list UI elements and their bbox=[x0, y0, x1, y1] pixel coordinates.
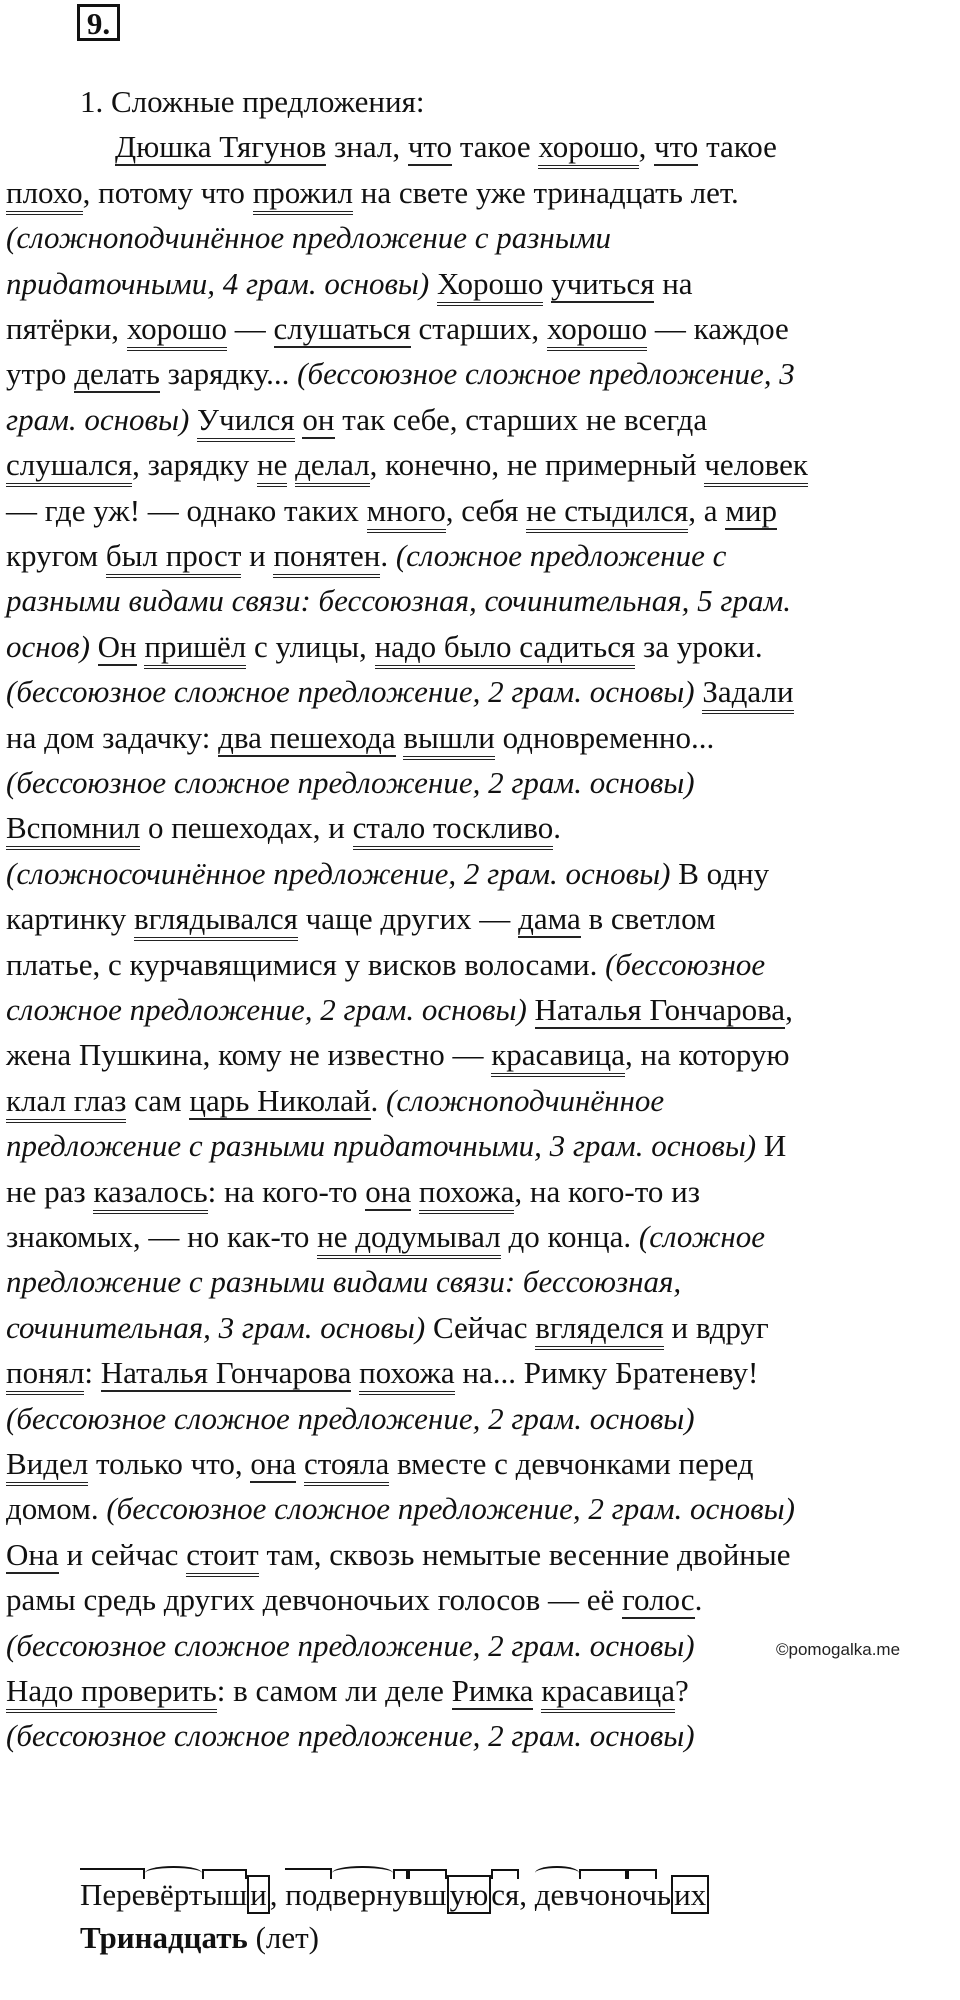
subject-word: учиться bbox=[551, 265, 655, 301]
predicate-word: Вспомнил bbox=[6, 810, 140, 850]
predicate-word: не додумывал bbox=[317, 1219, 501, 1259]
predicate-word: человек bbox=[704, 447, 808, 487]
text-fragment: такое bbox=[452, 129, 539, 165]
text-line bbox=[6, 1671, 689, 1711]
sentence-annotation: придаточными, 4 грам. основы) bbox=[6, 265, 438, 301]
predicate-word: не bbox=[257, 447, 287, 487]
text-fragment: знал, bbox=[326, 129, 408, 165]
predicate-word: понял bbox=[6, 1355, 84, 1395]
numeral-note: (лет) bbox=[247, 1920, 320, 1955]
morpheme-root: верн bbox=[332, 1877, 393, 1912]
predicate-word: красавица bbox=[491, 1037, 625, 1077]
subject-word: Наталья Гончарова bbox=[100, 1355, 352, 1391]
text-line bbox=[6, 1444, 754, 1484]
predicate-word: Надо проверить bbox=[6, 1673, 217, 1713]
text-fragment: , на которую bbox=[625, 1037, 790, 1073]
text-line bbox=[6, 1489, 795, 1529]
morpheme-ending: их bbox=[671, 1875, 709, 1914]
predicate-word: много bbox=[367, 493, 446, 533]
text-fragment: не раз bbox=[6, 1173, 94, 1209]
predicate-word: хорошо bbox=[538, 129, 638, 169]
subject-word: два пешехода bbox=[218, 719, 396, 755]
text-fragment: жена Пушкина, кому не известно — bbox=[6, 1037, 492, 1073]
text-fragment: за уроки. bbox=[635, 628, 763, 664]
text-fragment: рамы средь других девчоночьих голосов — её bbox=[6, 1582, 623, 1618]
predicate-word: казалось bbox=[93, 1174, 207, 1214]
predicate-word: вглядывался bbox=[134, 901, 298, 941]
text-fragment: 1. Сложные предложения: bbox=[80, 84, 425, 119]
text-fragment: : bbox=[84, 1355, 101, 1391]
text-fragment: на дом задачку: bbox=[6, 719, 219, 755]
text-fragment: о пешеходах, и bbox=[140, 810, 353, 846]
sentence-annotation: (бессоюзное сложное предложение, 2 грам. основы) bbox=[6, 1400, 695, 1436]
morpheme-prefix: под bbox=[285, 1877, 333, 1912]
predicate-word: вгляделся bbox=[535, 1310, 664, 1350]
text-line bbox=[6, 1626, 695, 1666]
text-fragment: , bbox=[638, 129, 655, 165]
subject-word: она bbox=[250, 1446, 297, 1481]
text-fragment: на bbox=[654, 265, 693, 301]
subject-word: голос bbox=[622, 1582, 695, 1618]
text-fragment: только что, bbox=[88, 1446, 251, 1481]
text-line bbox=[6, 1535, 790, 1575]
morpheme-suffix: вш bbox=[408, 1877, 447, 1912]
text-fragment: ? bbox=[674, 1673, 689, 1708]
morpheme-root: дев bbox=[534, 1877, 579, 1912]
text-fragment: платье, с курчавящимися у висков волосами. bbox=[6, 946, 606, 982]
predicate-word: похожа bbox=[359, 1355, 455, 1395]
text-line bbox=[6, 1126, 786, 1166]
text-fragment: , себя bbox=[445, 492, 527, 528]
text-fragment: кругом bbox=[6, 538, 106, 573]
text-line bbox=[6, 627, 763, 667]
morpheme-word bbox=[80, 1875, 270, 1915]
sentence-annotation: основ) bbox=[6, 628, 98, 664]
sentence-annotation: (сложноподчинённое bbox=[386, 1082, 665, 1118]
sentence-annotation: предложение с разными придаточными, 3 грам. основы) bbox=[6, 1128, 764, 1164]
text-fragment: в светлом bbox=[580, 901, 716, 937]
text-fragment: вместе с девчонками перед bbox=[389, 1446, 754, 1481]
text-line bbox=[6, 854, 769, 894]
text-line bbox=[6, 1172, 700, 1212]
separator: , bbox=[519, 1877, 535, 1912]
subject-word: Она bbox=[6, 1536, 59, 1572]
text-line bbox=[6, 718, 714, 758]
morpheme-suffix: ся bbox=[491, 1877, 520, 1912]
text-line bbox=[6, 808, 561, 848]
text-line bbox=[6, 400, 707, 440]
text-fragment: с улицы, bbox=[246, 628, 375, 664]
text-fragment: там, сквозь немытые весенние двойные bbox=[258, 1536, 791, 1572]
text-line bbox=[6, 945, 765, 985]
separator: , bbox=[269, 1877, 286, 1912]
morpheme-prefix: Пере bbox=[80, 1877, 146, 1912]
text-fragment: на... Римку Братеневу! bbox=[454, 1355, 759, 1391]
predicate-word: был прост bbox=[106, 538, 242, 578]
sentence-annotation: разными видами связи: бессоюзная, сочинительная, 5 грам. bbox=[6, 583, 792, 619]
text-line bbox=[6, 536, 726, 576]
text-fragment: . bbox=[553, 810, 561, 846]
sentence-annotation: грам. основы) bbox=[6, 401, 198, 437]
text-line bbox=[6, 445, 808, 485]
text-line bbox=[6, 173, 739, 213]
subject-word: Наталья Гончарова bbox=[534, 992, 786, 1027]
task-number-box: 9. bbox=[77, 4, 120, 41]
sentence-annotation: (сложное предложение с bbox=[395, 538, 727, 573]
text-fragment: сам bbox=[126, 1082, 190, 1118]
text-line bbox=[6, 1217, 765, 1257]
sentence-annotation: (бессоюзное bbox=[605, 946, 766, 982]
predicate-word: хорошо bbox=[547, 311, 647, 351]
morpheme-suffix: чон bbox=[578, 1877, 627, 1912]
sentence-annotation: (бессоюзное сложное предложение, 2 грам. основы) bbox=[106, 1491, 795, 1527]
predicate-word: стало тоскливо bbox=[353, 810, 554, 850]
text-fragment: . bbox=[370, 1082, 387, 1118]
text-fragment: , потому что bbox=[82, 174, 253, 210]
text-line bbox=[6, 899, 716, 939]
text-fragment: старших, bbox=[410, 311, 547, 346]
text-fragment: Сейчас bbox=[432, 1309, 536, 1345]
text-line bbox=[6, 672, 794, 712]
subject-word: царь Николай bbox=[189, 1082, 371, 1118]
text-fragment: В одну bbox=[678, 855, 770, 891]
subject-word: слушаться bbox=[273, 311, 411, 346]
predicate-word: вышли bbox=[403, 720, 494, 760]
text-line bbox=[6, 1353, 758, 1393]
sentence-annotation: (бессоюзное сложное предложение, 2 грам. основы) bbox=[6, 1718, 695, 1754]
text-fragment: . bbox=[694, 1582, 703, 1618]
predicate-word: пришёл bbox=[144, 629, 246, 669]
sentence-annotation: (сложносочинённое предложение, 2 грам. основы) bbox=[6, 855, 679, 891]
text-fragment bbox=[543, 266, 551, 301]
sentence-annotation: сочинительная, 3 грам. основы) bbox=[6, 1309, 433, 1345]
text-fragment: , конечно, не примерный bbox=[369, 447, 705, 483]
predicate-word: Хорошо bbox=[437, 266, 543, 306]
predicate-word: Учился bbox=[197, 402, 295, 442]
text-fragment: знакомых, — но как-то bbox=[6, 1219, 318, 1254]
predicate-word: делал bbox=[295, 447, 370, 487]
text-fragment: и bbox=[241, 538, 274, 573]
morpheme-plain: ь bbox=[656, 1877, 672, 1912]
sentence-annotation: (бессоюзное сложное предложение, 3 bbox=[297, 356, 795, 392]
predicate-word: понятен bbox=[273, 538, 380, 578]
predicate-word: стоит bbox=[186, 1537, 259, 1577]
text-fragment: — каждое bbox=[647, 311, 789, 346]
text-line bbox=[6, 1308, 769, 1348]
text-fragment: — где уж! — однако таких bbox=[6, 492, 367, 528]
text-fragment: до конца. bbox=[500, 1219, 639, 1254]
predicate-word: прожил bbox=[253, 175, 353, 215]
subject-word: Римка bbox=[451, 1673, 534, 1708]
text-line bbox=[6, 1399, 695, 1439]
sentence-annotation: (сложноподчинённое предложение с разными bbox=[6, 220, 612, 256]
text-fragment: и вдруг bbox=[663, 1309, 769, 1345]
predicate-word: Задали bbox=[702, 674, 793, 714]
text-line bbox=[6, 354, 795, 394]
predicate-word: плохо bbox=[6, 175, 83, 215]
text-fragment: утро bbox=[6, 356, 75, 392]
predicate-word: хорошо bbox=[127, 311, 227, 351]
subject-word: она bbox=[365, 1173, 412, 1209]
text-line bbox=[6, 990, 793, 1030]
text-line bbox=[115, 127, 777, 167]
morpheme-root: вёрт bbox=[145, 1877, 203, 1912]
morpheme-parsing-line bbox=[80, 1875, 709, 1915]
text-fragment: . bbox=[380, 538, 396, 573]
text-line bbox=[6, 1262, 681, 1302]
text-fragment: одновременно... bbox=[494, 719, 715, 755]
text-fragment: , bbox=[785, 992, 793, 1027]
morpheme-suffix: у bbox=[392, 1877, 409, 1912]
text-fragment: так себе, старших не всегда bbox=[334, 401, 708, 437]
sentence-annotation: предложение с разными видами связи: бессоюзная, bbox=[6, 1264, 682, 1300]
subject-word: что bbox=[407, 129, 453, 165]
subject-word: мир bbox=[725, 492, 777, 528]
text-line bbox=[6, 1081, 664, 1121]
text-fragment: , а bbox=[688, 492, 726, 528]
predicate-word: слушался bbox=[6, 447, 132, 487]
text-line bbox=[80, 82, 424, 122]
subject-word: дама bbox=[518, 901, 581, 937]
text-line bbox=[6, 309, 789, 349]
predicate-word: стояла bbox=[304, 1446, 389, 1486]
text-line bbox=[6, 763, 695, 803]
text-line bbox=[6, 1035, 790, 1075]
sentence-annotation: сложное предложение, 2 грам. основы) bbox=[6, 992, 535, 1027]
text-fragment bbox=[287, 447, 295, 482]
predicate-word: похожа bbox=[419, 1174, 515, 1214]
text-fragment: : на кого-то bbox=[207, 1173, 366, 1209]
text-line bbox=[6, 1580, 702, 1620]
text-fragment: зарядку... bbox=[159, 356, 298, 392]
morpheme-ending: и bbox=[247, 1875, 270, 1914]
morpheme-word bbox=[535, 1875, 709, 1915]
sentence-annotation: (бессоюзное сложное предложение, 2 грам. основы) bbox=[6, 674, 703, 710]
text-fragment: картинку bbox=[6, 901, 135, 937]
sentence-annotation: (бессоюзное сложное предложение, 2 грам. основы) bbox=[6, 1627, 695, 1663]
predicate-word: Видел bbox=[6, 1446, 88, 1486]
sentence-annotation: (сложное bbox=[638, 1219, 766, 1254]
subject-word: делать bbox=[74, 356, 160, 392]
text-line bbox=[6, 491, 777, 531]
predicate-word: красавица bbox=[541, 1673, 675, 1713]
text-fragment bbox=[351, 1355, 359, 1390]
text-fragment bbox=[411, 1174, 419, 1209]
predicate-word: клал глаз bbox=[6, 1083, 126, 1123]
text-line bbox=[6, 264, 693, 304]
subject-word: что bbox=[654, 129, 699, 165]
subject-word: Он bbox=[97, 628, 137, 664]
text-fragment: домом. bbox=[6, 1491, 107, 1527]
text-line bbox=[6, 581, 791, 621]
morpheme-suffix: ыш bbox=[202, 1877, 248, 1912]
numeral-line bbox=[80, 1918, 319, 1958]
text-fragment: , на кого-то из bbox=[514, 1173, 700, 1209]
text-line bbox=[6, 1716, 695, 1756]
subject-word: он bbox=[302, 401, 335, 437]
text-fragment: , зарядку bbox=[132, 447, 258, 483]
sentence-annotation: (бессоюзное сложное предложение, 2 грам. основы) bbox=[6, 765, 695, 800]
text-fragment: пятёрки, bbox=[6, 311, 127, 346]
text-fragment: и сейчас bbox=[58, 1536, 187, 1572]
numeral-word: Тринадцать bbox=[80, 1920, 248, 1955]
text-fragment: чаще других — bbox=[297, 901, 519, 937]
text-fragment: : в самом ли деле bbox=[216, 1673, 452, 1708]
predicate-word: надо было садиться bbox=[375, 629, 636, 669]
text-line bbox=[6, 218, 611, 258]
text-fragment: — bbox=[227, 311, 274, 346]
text-fragment bbox=[296, 1446, 304, 1481]
text-fragment: такое bbox=[698, 129, 777, 165]
subject-word: Дюшка Тягунов bbox=[115, 129, 327, 165]
morpheme-ending: ую bbox=[447, 1875, 492, 1914]
watermark: ©pomogalka.me bbox=[776, 1640, 901, 1659]
predicate-word: не стыдился bbox=[526, 493, 688, 533]
text-fragment: И bbox=[763, 1128, 787, 1164]
morpheme-suffix: оч bbox=[626, 1877, 657, 1912]
text-fragment: на свете уже тринадцать лет. bbox=[352, 174, 739, 210]
morpheme-word bbox=[285, 1875, 519, 1915]
